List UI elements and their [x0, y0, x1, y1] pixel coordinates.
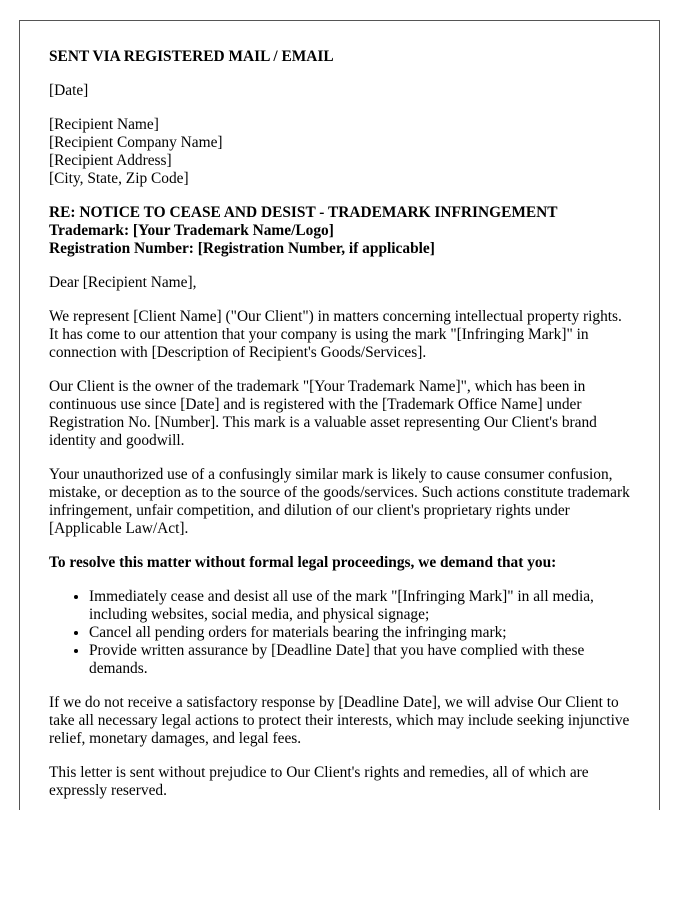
demand-heading: To resolve this matter without formal legal proceedings, we demand that you:	[49, 554, 557, 571]
subject-block	[49, 204, 630, 258]
recipient-block	[49, 116, 630, 188]
body-paragraph: We represent [Client Name] ("Our Client") in matters concerning intellectual property rights. It has come to our attention that your company is using the mark "[Infringing Mark]" in connection with [Description of Recipient's Goods/Services].	[49, 308, 622, 361]
salutation: Dear [Recipient Name],	[49, 274, 197, 291]
body-paragraph: Your unauthorized use of a confusingly similar mark is likely to cause consumer confusion, mistake, or deception as to the source of the goods/services. Such actions constitute trademark infringement, unfair competition, and dilution of our client's proprietary rights under [Applicable Law/Act].	[49, 466, 630, 537]
subject-re: RE: NOTICE TO CEASE AND DESIST - TRADEMARK INFRINGEMENT	[49, 204, 558, 221]
demand-list	[49, 588, 630, 678]
recipient-city-state-zip: [City, State, Zip Code]	[49, 170, 189, 187]
demand-item: • Provide written assurance by [Deadline Date] that you have complied with these demands.	[89, 642, 630, 678]
closing-paragraph: If we do not receive a satisfactory response by [Deadline Date], we will advise Our Client to take all necessary legal actions to protect their interests, which may include seeking injunctive relief, monetary damages, and legal fees.	[49, 694, 630, 747]
recipient-company: [Recipient Company Name]	[49, 134, 223, 151]
demand-item: • Cancel all pending orders for materials bearing the infringing mark;	[89, 624, 630, 642]
recipient-name: [Recipient Name]	[49, 116, 159, 133]
closing-paragraph: This letter is sent without prejudice to Our Client's rights and remedies, all of which are expressly reserved.	[49, 764, 589, 799]
subject-trademark: Trademark: [Your Trademark Name/Logo]	[49, 222, 334, 239]
delivery-method: SENT VIA REGISTERED MAIL / EMAIL	[49, 48, 334, 65]
letter-page	[19, 20, 660, 810]
subject-registration: Registration Number: [Registration Number, if applicable]	[49, 240, 435, 257]
recipient-address: [Recipient Address]	[49, 152, 172, 169]
letter-date: [Date]	[49, 82, 89, 99]
demand-item: • Immediately cease and desist all use of the mark "[Infringing Mark]" in all media, including websites, social media, and physical signage;	[89, 588, 630, 624]
body-paragraph: Our Client is the owner of the trademark "[Your Trademark Name]", which has been in continuous use since [Date] and is registered with the [Trademark Office Name] under Registration No. [Number]. This mark is a valuable asset representing Our Client's brand identity and goodwill.	[49, 378, 597, 449]
